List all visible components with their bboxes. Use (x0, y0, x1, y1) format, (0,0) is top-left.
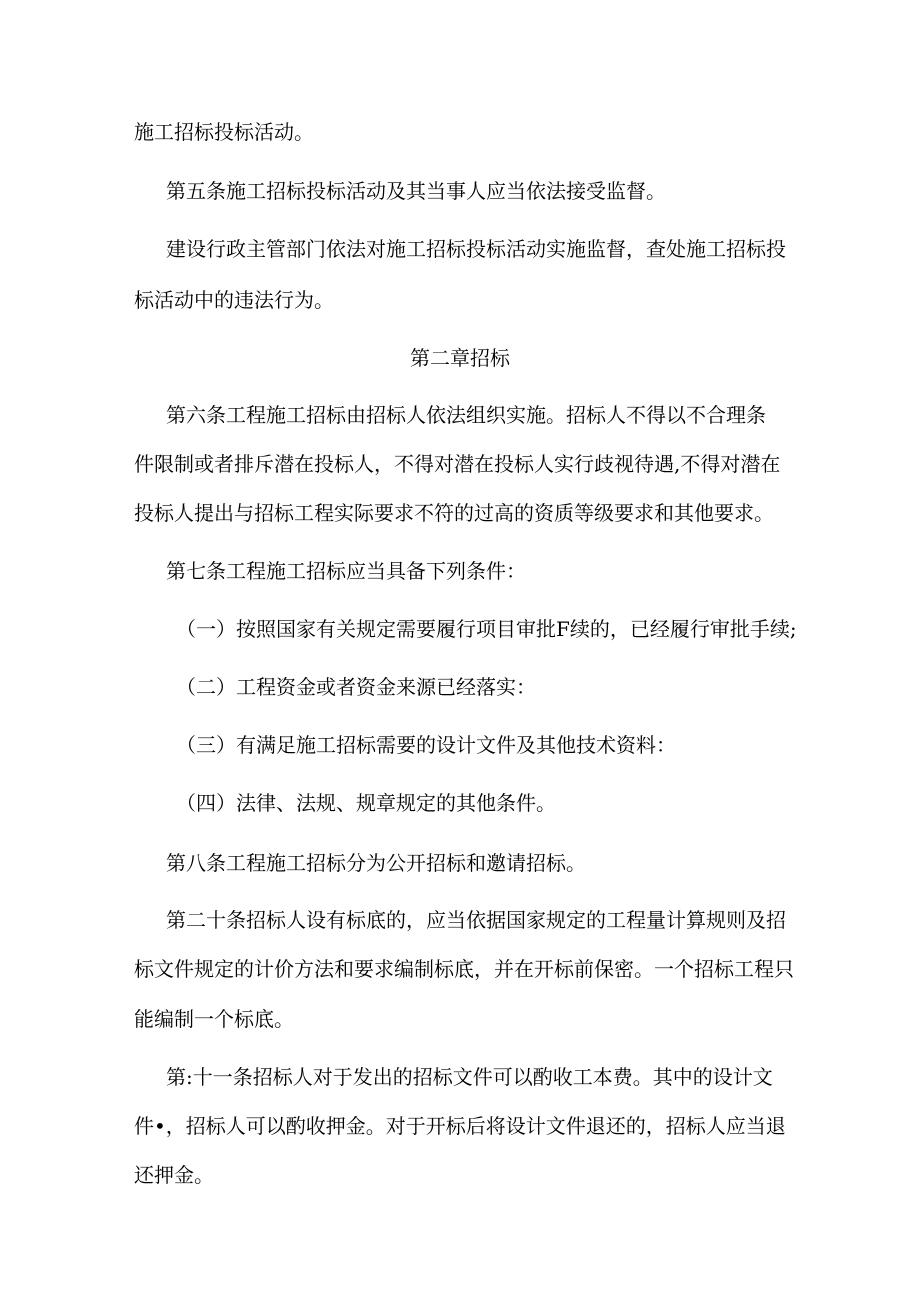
text-line: 标文件规定的计价方法和要求编制标底，并在开标前保密。一个招标工程只 (134, 957, 794, 981)
text-line: 第:十一条招标人对于发出的招标文件可以酌收工本费。其中的设计文 (166, 1065, 773, 1089)
chapter-heading: 第二章招标 (410, 346, 510, 370)
text-line: 第二十条招标人设有标底的，应当依据国家规定的工程量计算规则及招 (166, 908, 786, 932)
text-line: 第七条工程施工招标应当具备下列条件： (166, 559, 526, 583)
text-line: 件限制或者排斥潜在投标人，不得对潜在投标人实行歧视待遇,不得对潜在 (134, 452, 781, 476)
list-item: （三）有满足施工招标需要的设计文件及其他技术资料： (176, 733, 676, 757)
text-line: 标活动中的违法行为。 (134, 288, 334, 312)
text-line: 第六条工程施工招标由招标人依法组织实施。招标人不得以不合理条 (166, 403, 766, 427)
list-item: （四）法律、法规、规章规定的其他条件。 (176, 791, 556, 815)
text-line: 第八条工程施工招标分为公开招标和邀请招标。 (166, 851, 586, 875)
text-line: 投标人提出与招标工程实际要求不符的过高的资质等级要求和其他要求。 (134, 501, 774, 525)
text-line: 建设行政主管部门依法对施工招标投标活动实施监督，查处施工招标投 (166, 237, 786, 261)
text-line: 还押金。 (134, 1163, 214, 1187)
text-line: 第五条施工招标投标活动及其当事人应当依法接受监督。 (166, 179, 666, 203)
text-line: 件•，招标人可以酌收押金。对于开标后将设计文件退还的，招标人应当退 (134, 1114, 786, 1138)
list-item: （二）工程资金或者资金来源已经落实： (176, 675, 536, 699)
text-line: 施工招标投标活动。 (134, 120, 314, 144)
list-item: （一）按照国家有关规定需要履行项目审批F续的，已经履行审批手续; (176, 617, 797, 641)
text-line: 能编制一个标底。 (134, 1007, 294, 1031)
